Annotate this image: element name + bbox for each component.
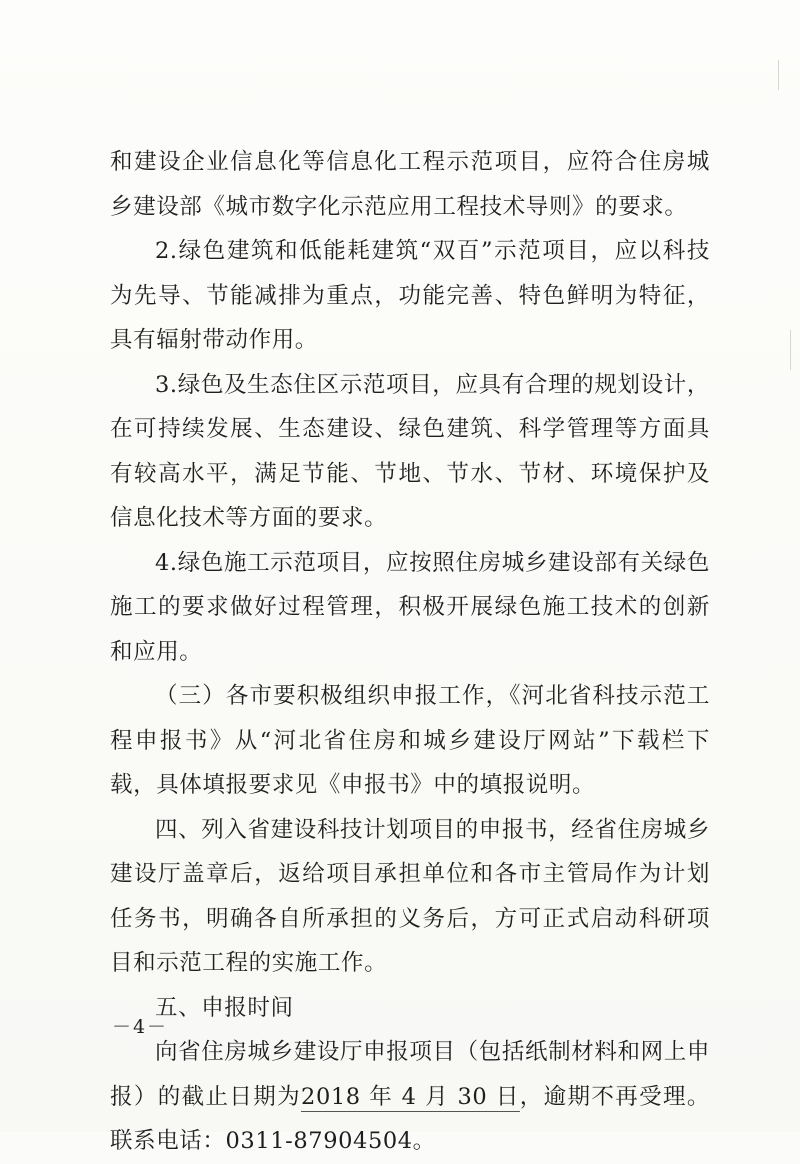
page-number: －4－	[111, 1016, 169, 1038]
scan-artifact	[790, 330, 791, 370]
document-body	[110, 140, 710, 1164]
paragraph-demo-projects-info: 和建设企业信息化等信息化工程示范项目，应符合住房城乡建设部《城市数字化示范应用工程技术导则》的要求。	[110, 149, 710, 220]
paragraph-green-construction: 4.绿色施工示范项目，应按照住房城乡建设部有关绿色施工的要求做好过程管理，积极开展绿色施工技术的创新和应用。	[110, 549, 710, 665]
paragraph-application-organization: （三）各市要积极组织申报工作，《河北省科技示范工程申报书》从“河北省住房和城乡建设厅网站”下载栏下载，具体填报要求见《申报书》中的填报说明。	[110, 683, 710, 798]
scan-artifact	[778, 60, 779, 90]
paragraph-deadline	[110, 1030, 710, 1164]
paragraph-eco-residential: 3.绿色及生态住区示范项目，应具有合理的规划设计，在可持续发展、生态建设、绿色建筑、科学管理等方面具有较高水平，满足节能、节地、节水、节材、环境保护及信息化技术等方面的要求。	[110, 371, 710, 531]
section-heading-application-time: 五、申报时间	[155, 994, 294, 1021]
deadline-text-before: 向省住房城乡建设厅申报项目（包括纸制材料和网上申报）的截止日期为	[110, 1039, 710, 1110]
deadline-text-after: ，逾期不再受理。联系电话：0311-87904504。	[110, 1083, 710, 1154]
paragraph-green-building: 2.绿色建筑和低能耗建筑“双百”示范项目，应以科技为先导、节能减排为重点，功能完善、特色鲜明为特征，具有辐射带动作用。	[110, 238, 710, 353]
deadline-date: 2018 年 4 月 30 日	[301, 1083, 520, 1110]
paragraph-plan-task-book: 四、列入省建设科技计划项目的申报书，经省住房城乡建设厅盖章后，返给项目承担单位和各市主管局作为计划任务书，明确各自所承担的义务后，方可正式启动科研项目和示范工程的实施工作。	[110, 816, 710, 976]
